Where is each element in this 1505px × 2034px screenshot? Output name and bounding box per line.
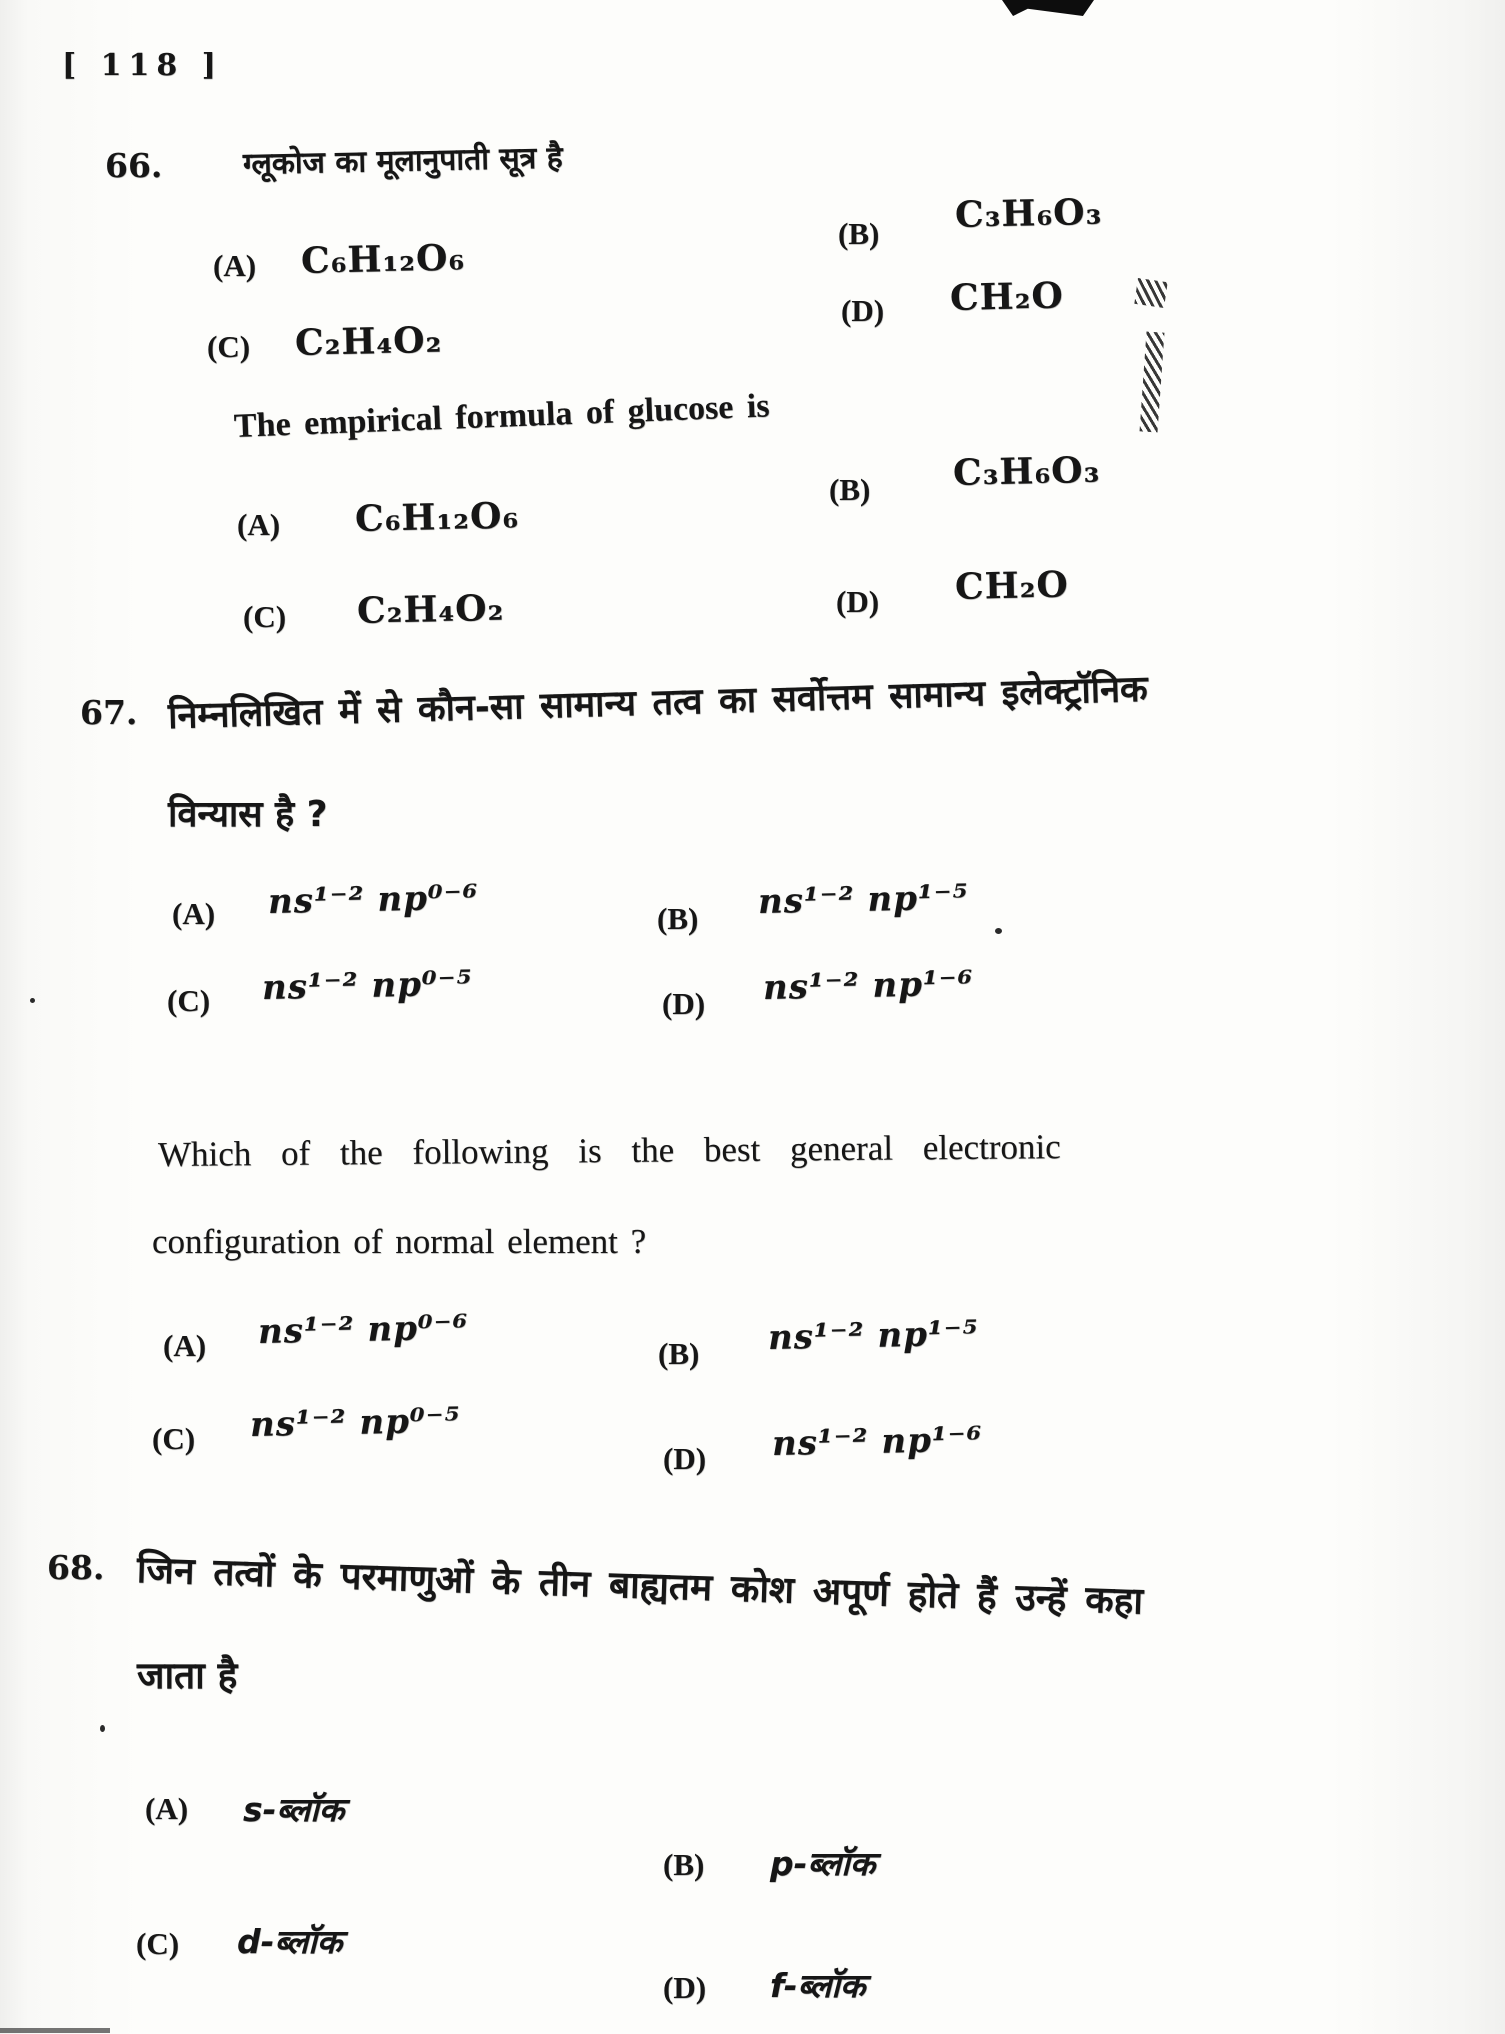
q67-en-option-a-value: ns¹⁻² np⁰⁻⁶	[257, 1307, 470, 1352]
page-number: [ 118 ]	[62, 48, 223, 83]
q68-stem-hindi-line2: जाता है	[137, 1654, 238, 1697]
q67-hi-option-a-label: (A)	[172, 896, 216, 931]
q66-en-option-b-value: C₃H₆O₃	[952, 448, 1101, 494]
q66-hi-option-c-value: C₂H₄O₂	[294, 318, 443, 364]
q66-en-option-b-label: (B)	[829, 472, 871, 507]
q66-stem-english: The empirical formula of glucose is	[233, 387, 771, 445]
q66-hi-option-a-label: (A)	[213, 248, 257, 283]
q68-option-c-value: d-ब्लॉक	[237, 1922, 343, 1961]
q68-option-a-label: (A)	[145, 1791, 189, 1826]
q67-hi-option-d-value: ns¹⁻² np¹⁻⁶	[762, 963, 975, 1008]
q67-en-option-a-label: (A)	[163, 1328, 207, 1363]
q66-en-option-c-value: C₂H₄O₂	[356, 586, 505, 632]
q67-hi-option-d-label: (D)	[662, 986, 706, 1021]
bottom-edge-artifact	[0, 2028, 110, 2033]
q67-en-option-b-value: ns¹⁻² np¹⁻⁵	[767, 1313, 980, 1358]
q68-option-d-label: (D)	[663, 1970, 707, 2005]
q66-stem-hindi: ग्लूकोज का मूलानुपाती सूत्र है	[242, 140, 563, 182]
q68-option-a-value: s-ब्लॉक	[243, 1790, 345, 1829]
q67-number: 67.	[80, 693, 138, 732]
q67-stem-english-line2: configuration of normal element ?	[152, 1222, 647, 1261]
q66-en-option-a-value: C₆H₁₂O₆	[354, 494, 520, 540]
binding-edge-artifact	[1134, 278, 1167, 308]
q66-en-option-d-label: (D)	[836, 584, 880, 619]
corner-scan-artifact	[1002, 0, 1094, 16]
q67-hi-option-a-value: ns¹⁻² np⁰⁻⁶	[267, 877, 480, 922]
q66-hi-option-d-value: CH₂O	[949, 274, 1065, 319]
q66-number: 66.	[105, 146, 163, 185]
q66-hi-option-d-label: (D)	[841, 293, 885, 328]
speck	[100, 1725, 105, 1732]
q66-en-option-a-label: (A)	[237, 507, 281, 542]
q66-en-option-c-label: (C)	[243, 599, 287, 634]
q68-option-d-value: f-ब्लॉक	[770, 1966, 866, 2005]
q66-hi-option-b-value: C₃H₆O₃	[954, 190, 1103, 236]
speck	[995, 928, 1002, 934]
q68-stem-hindi-line1: जिन तत्वों के परमाणुओं के तीन बाह्यतम कोश अपूर्ण होते हैं उन्हें कहा	[136, 1548, 1144, 1623]
q67-en-option-d-label: (D)	[663, 1441, 707, 1476]
q67-hi-option-b-label: (B)	[657, 901, 699, 936]
q67-hi-option-c-label: (C)	[167, 983, 211, 1018]
q67-stem-hindi-line1: निम्नलिखित में से कौन-सा सामान्य तत्व का सर्वोत्तम सामान्य इलेक्ट्रॉनिक	[167, 668, 1149, 737]
q67-en-option-c-label: (C)	[152, 1421, 196, 1456]
q68-number: 68.	[47, 1548, 105, 1587]
q66-hi-option-a-value: C₆H₁₂O₆	[300, 236, 466, 282]
q67-stem-hindi-line2: विन्यास है ?	[168, 794, 328, 835]
q66-hi-option-c-label: (C)	[207, 329, 251, 364]
q67-stem-english-line1: Which of the following is the best general electronic	[157, 1127, 1061, 1174]
binding-edge-artifact	[1140, 331, 1165, 432]
q67-en-option-b-label: (B)	[658, 1336, 700, 1371]
q66-hi-option-b-label: (B)	[838, 216, 880, 251]
q67-hi-option-c-value: ns¹⁻² np⁰⁻⁵	[261, 963, 474, 1008]
speck	[30, 998, 35, 1003]
q67-en-option-c-value: ns¹⁻² np⁰⁻⁵	[249, 1400, 462, 1445]
q66-en-option-d-value: CH₂O	[954, 563, 1070, 608]
q68-option-c-label: (C)	[136, 1926, 180, 1961]
q67-en-option-d-value: ns¹⁻² np¹⁻⁶	[771, 1419, 984, 1464]
q67-hi-option-b-value: ns¹⁻² np¹⁻⁵	[757, 877, 970, 922]
q68-option-b-value: p-ब्लॉक	[770, 1844, 876, 1883]
q68-option-b-label: (B)	[663, 1847, 705, 1882]
